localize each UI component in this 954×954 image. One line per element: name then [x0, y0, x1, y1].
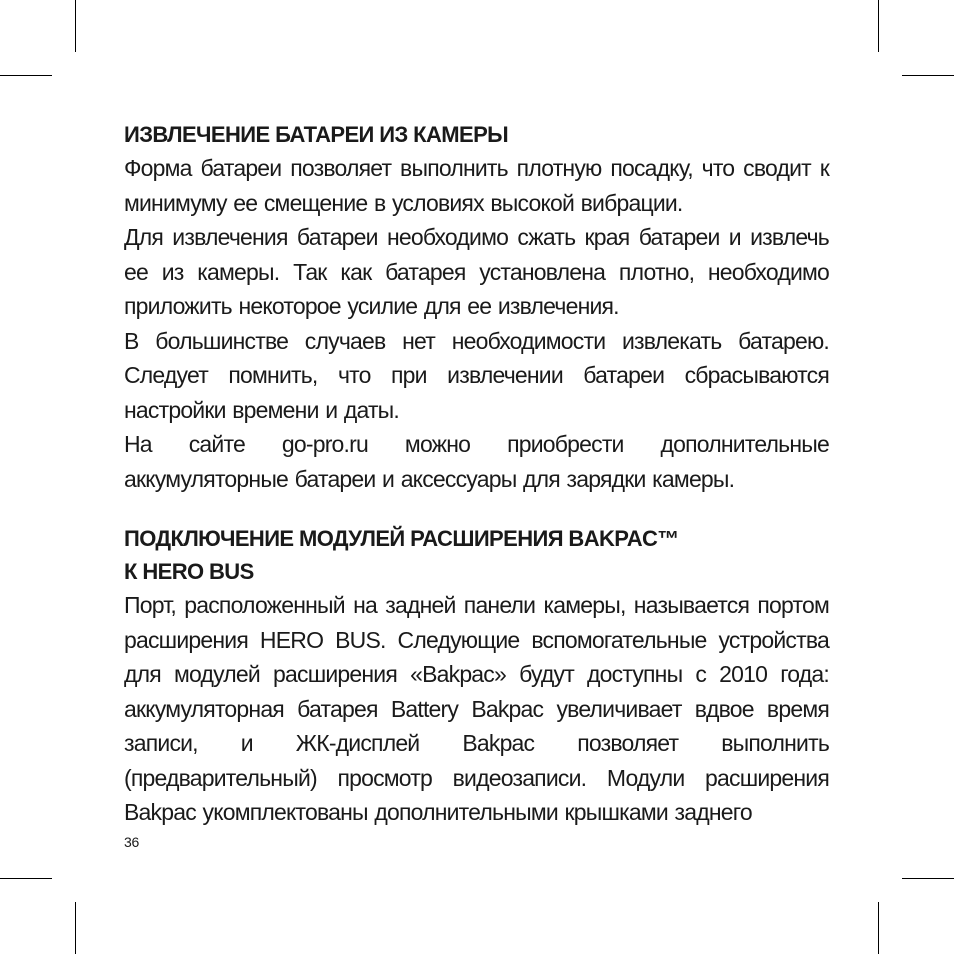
- crop-mark-bottom-left-horizontal: [0, 878, 52, 879]
- page-number: 36: [124, 834, 139, 850]
- page-content: [124, 118, 829, 830]
- crop-mark-top-left-horizontal: [0, 75, 52, 76]
- crop-mark-top-left-vertical: [75, 0, 76, 52]
- section-spacer: [124, 496, 829, 522]
- paragraph: В большинстве случаев нет необходимости извлекать батарею. Следует помнить, что при извлечении батареи сбрасываются настройки времени и даты.: [124, 327, 829, 423]
- section-bakpac-connection: [124, 522, 829, 830]
- crop-mark-bottom-left-vertical: [75, 902, 76, 954]
- section-title-battery-removal: ИЗВЛЕЧЕНИЕ БАТАРЕИ ИЗ КАМЕРЫ: [124, 122, 509, 147]
- paragraph: Форма батареи позволяет выполнить плотную посадку, что сводит к минимуму ее смещение в условиях высокой вибрации.: [124, 155, 829, 216]
- crop-mark-bottom-right-vertical: [878, 902, 879, 954]
- crop-mark-top-right-vertical: [878, 0, 879, 52]
- paragraph: Порт, расположенный на задней панели камеры, называется портом расширения HERO BUS. Следующие вспомогательные устройства для модулей расширения «Bakpac» будут доступны с 2010 года: аккумуляторная батарея Battery Bakpac увеличивает вдвое время записи, и ЖК-дисплей Bakpac позволяет выполнить (предварительный) просмотр видеозаписи. Модули расширения Bakpac укомплектованы дополнительными крышками заднего: [124, 592, 829, 825]
- crop-mark-bottom-right-horizontal: [902, 878, 954, 879]
- paragraph: На сайте go-pro.ru можно приобрести дополнительные аккумуляторные батареи и аксессуары для зарядки камеры.: [124, 431, 829, 492]
- section-title-bakpac-line2: К HERO BUS: [124, 559, 254, 584]
- section-title-bakpac-line1: ПОДКЛЮЧЕНИЕ МОДУЛЕЙ РАСШИРЕНИЯ BAKPAC™: [124, 526, 679, 551]
- crop-mark-top-right-horizontal: [902, 75, 954, 76]
- paragraph: Для извлечения батареи необходимо сжать края батареи и извлечь ее из камеры. Так как батарея установлена плотно, необходимо приложить некоторое усилие для ее извлечения.: [124, 224, 829, 319]
- section-battery-removal: [124, 118, 829, 496]
